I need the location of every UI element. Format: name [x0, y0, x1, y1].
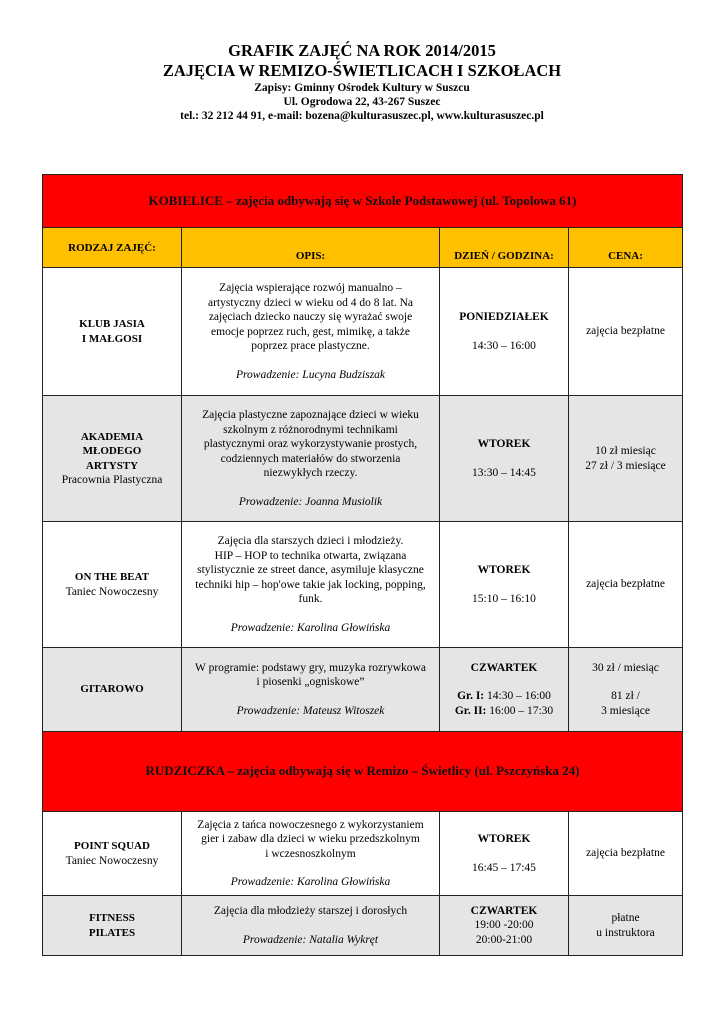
section-header-kobielice: [43, 175, 683, 228]
activity-category: Taniec Nowoczesny: [65, 585, 159, 598]
instructor: Prowadzenie: Lucyna Budziszak: [235, 368, 386, 381]
activity-name: MŁODEGO: [82, 445, 142, 457]
time-label: 16:00 – 17:30: [489, 704, 554, 717]
description-line: artystyczny dzieci w wieku od 4 do 8 lat. Na: [207, 296, 414, 309]
column-header-desc: OPIS:: [182, 228, 440, 268]
description-line: niezwykłych rzeczy.: [263, 467, 358, 479]
activity-name: ARTYSTY: [85, 459, 139, 472]
column-header-row: [43, 228, 683, 268]
description-line: i wczesnoszkolnym: [265, 847, 356, 860]
schedule-cell: [440, 812, 569, 896]
time-label: 14:30 – 16:00: [487, 690, 551, 703]
price-cell: [569, 396, 683, 522]
price-line: u instruktora: [596, 926, 655, 939]
description-cell: [182, 896, 440, 956]
page-title: GRAFIK ZAJĘĆ NA ROK 2014/2015: [228, 41, 496, 60]
description-cell: [182, 268, 440, 396]
price-cell: [569, 812, 683, 896]
time-label: 15:10 – 16:10: [472, 592, 536, 605]
column-header-type: RODZAJ ZAJĘĆ:: [43, 228, 182, 268]
activity-name: I MAŁGOSI: [81, 332, 143, 345]
section-header-rudziczka: [43, 732, 683, 812]
schedule-cell: [440, 648, 569, 732]
section-title: RUDZICZKA – zajęcia odbywają się w Remizo – Świetlicy (ul. Pszczyńska 24): [43, 732, 683, 812]
price-line: 3 miesiące: [601, 704, 650, 717]
price-line: płatne: [611, 912, 640, 924]
day-label: WTOREK: [477, 564, 531, 576]
price-cell: [569, 648, 683, 732]
activity-name: KLUB JASIA: [79, 318, 145, 330]
description-line: stylistycznie ze street dance, asymiluje klasyczne: [197, 564, 424, 576]
day-label: PONIEDZIAŁEK: [459, 311, 549, 323]
activity-name: PILATES: [88, 926, 136, 939]
description-line: plastycznymi oraz wykorzystywanie prostych,: [203, 438, 418, 450]
activity-cell: [43, 896, 182, 956]
description-line: W programie: podstawy gry, muzyka rozrywkowa: [195, 661, 426, 674]
table-row: [43, 896, 683, 956]
activity-category: Taniec Nowoczesny: [65, 854, 159, 867]
schedule-cell: [440, 396, 569, 522]
description-line: codziennych materiałów do stworzenia: [220, 452, 401, 465]
description-line: emocje poprzez ruch, gest, mimikę, a także: [211, 325, 410, 338]
description-line: Zajęcia plastyczne zapoznające dzieci w wieku: [202, 409, 419, 421]
price-cell: [569, 522, 683, 648]
description-cell: [182, 648, 440, 732]
time-label: 13:30 – 14:45: [472, 466, 536, 479]
description-line: Zajęcia wspierające rozwój manualno –: [219, 282, 402, 294]
table-row: [43, 812, 683, 896]
time-label: 16:45 – 17:45: [472, 861, 536, 874]
instructor: Prowadzenie: Karolina Głowińska: [230, 876, 391, 888]
address: Ul. Ogrodowa 22, 43-267 Suszec: [283, 96, 441, 108]
time-label: 19:00 -20:00: [474, 919, 534, 932]
description-line: poprzez prace plastyczne.: [251, 340, 370, 352]
description-line: Zajęcia dla starszych dzieci i młodzieży.: [217, 535, 404, 547]
instructor: Prowadzenie: Joanna Musiolik: [238, 495, 383, 508]
description-cell: [182, 522, 440, 648]
price-line: zajęcia bezpłatne: [586, 325, 665, 338]
group-time: [446, 704, 562, 719]
time-label: 20:00-21:00: [475, 933, 533, 946]
column-header-day: DZIEŃ / GODZINA:: [440, 228, 569, 268]
table-row: [43, 522, 683, 648]
description-line: funk.: [298, 593, 323, 605]
schedule-cell: [440, 522, 569, 648]
price-line: 27 zł / 3 miesiące: [585, 459, 666, 472]
registration-info: Zapisy: Gminny Ośrodek Kultury w Suszcu: [254, 82, 470, 94]
price-line: 10 zł miesiąc: [595, 445, 656, 457]
page-subtitle: ZAJĘCIA W REMIZO-ŚWIETLICACH I SZKOŁACH: [162, 61, 562, 80]
instructor: Prowadzenie: Mateusz Witoszek: [236, 704, 385, 717]
instructor: Prowadzenie: Natalia Wykręt: [242, 933, 379, 946]
group-label: Gr. I:: [457, 690, 485, 703]
day-label: WTOREK: [477, 438, 531, 450]
price-cell: [569, 896, 683, 956]
day-label: CZWARTEK: [470, 661, 538, 674]
contact-info: tel.: 32 212 44 91, e-mail: bozena@kulturasuszec.pl, www.kulturasuszec.pl: [180, 110, 544, 122]
description-line: techniki hip – hop'owe takie jak locking, popping,: [195, 578, 426, 591]
time-label: 14:30 – 16:00: [472, 339, 536, 352]
activity-cell: [43, 268, 182, 396]
activity-name: ON THE BEAT: [74, 571, 150, 583]
section-title: KOBIELICE – zajęcia odbywają się w Szkole Podstawowej (ul. Topolowa 61): [43, 175, 683, 228]
table-row: [43, 268, 683, 396]
column-header-price: CENA:: [569, 228, 683, 268]
description-cell: [182, 812, 440, 896]
day-label: WTOREK: [477, 833, 531, 845]
schedule-cell: [440, 268, 569, 396]
description-cell: [182, 396, 440, 522]
description-line: i piosenki „ogniskowe”: [256, 676, 365, 689]
description-line: szkolnym z różnorodnymi technikami: [223, 423, 398, 436]
activity-cell: [43, 648, 182, 732]
group-time: [446, 689, 562, 704]
description-line: Zajęcia dla młodzieży starszej i dorosłych: [213, 905, 408, 917]
activity-name: GITAROWO: [80, 683, 144, 696]
description-line: gier i zabaw dla dzieci w wieku przedszkolnym: [201, 833, 420, 845]
description-line: zajęciach dziecko nauczy się wyrażać swoje: [208, 311, 413, 323]
price-line: zajęcia bezpłatne: [586, 578, 665, 591]
instructor: Prowadzenie: Karolina Głowińska: [230, 621, 391, 634]
price-line: 81 zł /: [611, 690, 640, 703]
activity-cell: [43, 812, 182, 896]
activity-category: Pracownia Plastyczna: [61, 474, 163, 486]
schedule-table: [42, 174, 683, 956]
description-line: HIP – HOP to technika otwarta, związana: [214, 549, 407, 562]
table-row: [43, 396, 683, 522]
group-label: Gr. II:: [454, 704, 487, 717]
day-label: CZWARTEK: [470, 904, 538, 917]
price-line: 30 zł / miesiąc: [592, 661, 659, 674]
activity-cell: [43, 522, 182, 648]
schedule-cell: [440, 896, 569, 956]
description-line: Zajęcia z tańca nowoczesnego z wykorzystaniem: [197, 818, 424, 831]
price-cell: [569, 268, 683, 396]
activity-name: FITNESS: [89, 912, 135, 924]
page-header: [0, 41, 724, 123]
activity-name: POINT SQUAD: [74, 840, 150, 852]
activity-cell: [43, 396, 182, 522]
activity-name: AKADEMIA: [80, 430, 144, 443]
table-row: [43, 648, 683, 732]
price-line: zajęcia bezpłatne: [586, 847, 665, 860]
